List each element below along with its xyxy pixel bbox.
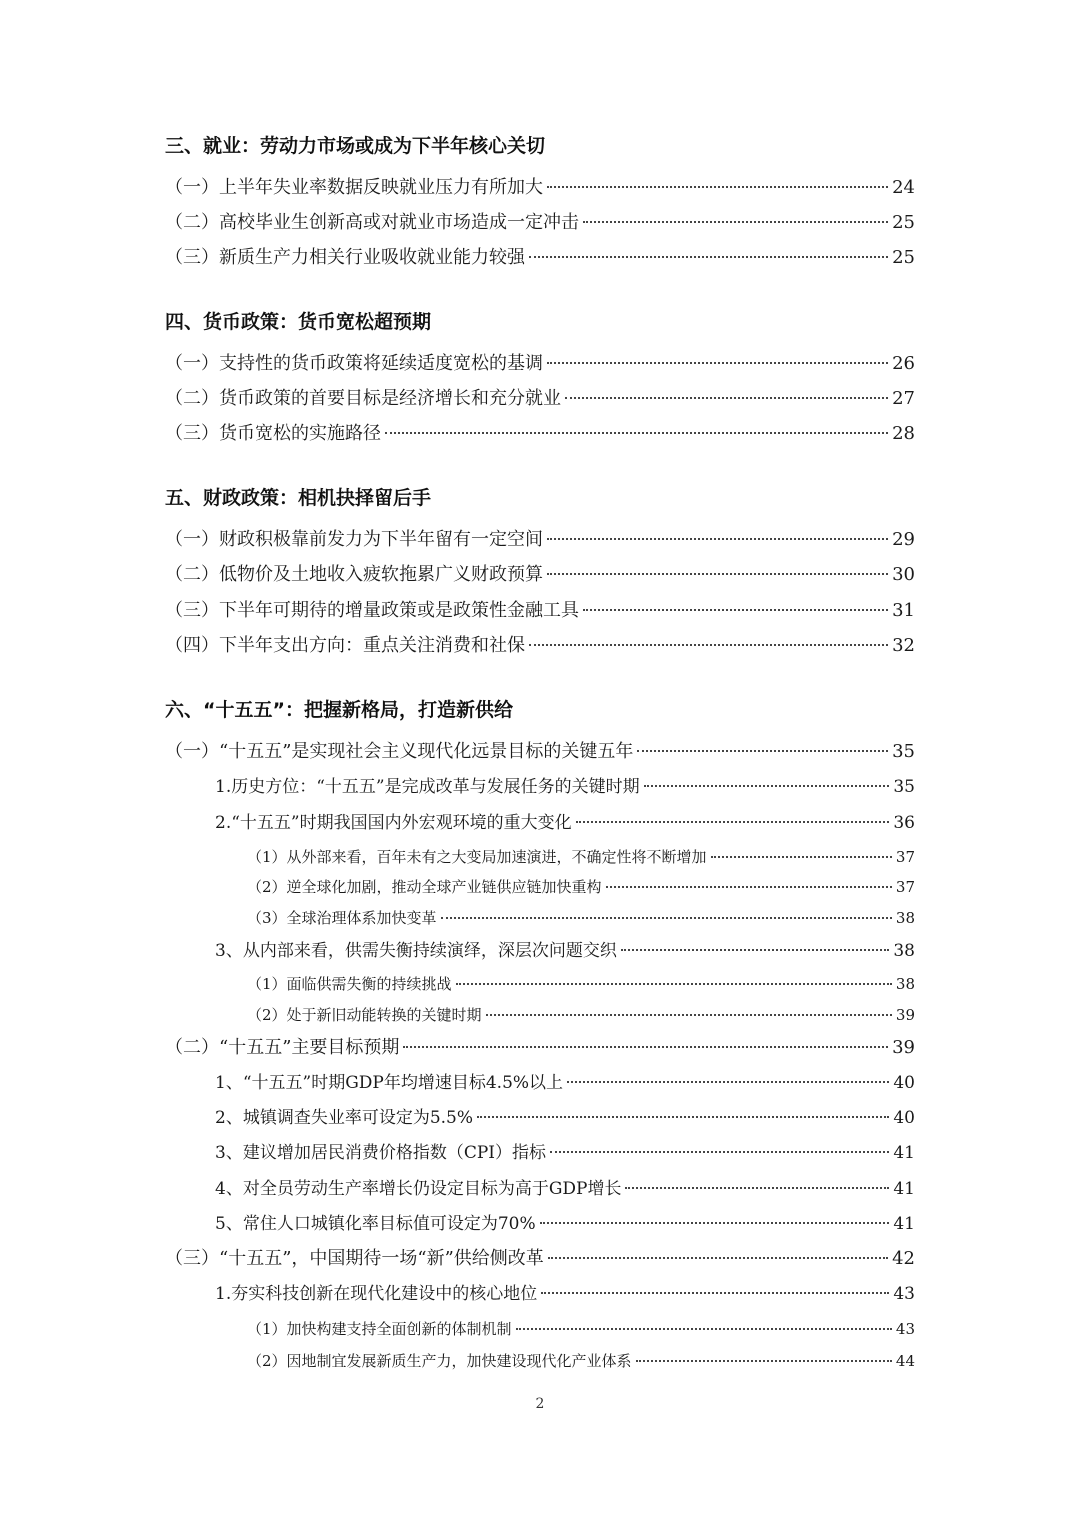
toc-subsubentry[interactable] <box>247 1350 915 1372</box>
dot-leader <box>550 1151 889 1153</box>
section-heading-employment: 三、就业：劳动力市场或成为下半年核心关切 <box>165 135 546 157</box>
toc-entry[interactable] <box>165 562 915 588</box>
toc-entry-page: 44 <box>895 1352 915 1370</box>
toc-entry-page: 37 <box>895 848 915 866</box>
toc-entry-page: 43 <box>895 1320 915 1338</box>
toc-entry-page: 32 <box>892 635 915 656</box>
toc-entry[interactable] <box>165 386 915 412</box>
toc-entry-page: 37 <box>895 878 915 896</box>
toc-subsubentry[interactable] <box>247 973 915 995</box>
dot-leader <box>606 886 892 888</box>
dot-leader <box>644 785 890 787</box>
toc-entry[interactable] <box>165 633 915 659</box>
dot-leader <box>486 1014 892 1016</box>
toc-entry-page: 35 <box>893 777 915 797</box>
toc-entry-label: （一）上半年失业率数据反映就业压力有所加大 <box>165 177 543 198</box>
dot-leader <box>456 983 892 985</box>
dot-leader <box>403 1046 888 1048</box>
dot-leader <box>621 949 890 951</box>
toc-entry-label: 3、建议增加居民消费价格指数（CPI）指标 <box>215 1143 546 1163</box>
toc-entry-page: 39 <box>892 1037 915 1058</box>
toc-entry-label: （三）货币宽松的实施路径 <box>165 423 381 444</box>
toc-entry-page: 40 <box>893 1108 915 1128</box>
toc-entry-label: （2）因地制宜发展新质生产力，加快建设现代化产业体系 <box>247 1352 632 1370</box>
dot-leader <box>529 644 888 646</box>
toc-entry-label: 5、常住人口城镇化率目标值可设定为70% <box>215 1214 536 1234</box>
toc-subentry[interactable] <box>215 1105 915 1131</box>
dot-leader <box>541 1292 889 1294</box>
toc-subentry[interactable] <box>215 810 915 836</box>
dot-leader <box>529 256 888 258</box>
toc-entry-label: （四）下半年支出方向：重点关注消费和社保 <box>165 635 525 656</box>
page-number: 2 <box>535 1396 545 1412</box>
toc-entry-page: 39 <box>895 1006 915 1024</box>
dot-leader <box>711 856 892 858</box>
dot-leader <box>547 186 888 188</box>
toc-entry-label: （一）“十五五”是实现社会主义现代化远景目标的关键五年 <box>165 741 634 762</box>
toc-entry-label: （二）“十五五”主要目标预期 <box>165 1037 400 1058</box>
toc-entry[interactable] <box>165 210 915 236</box>
dot-leader <box>567 1081 889 1083</box>
toc-subsubentry[interactable] <box>247 1004 915 1026</box>
dot-leader <box>547 538 888 540</box>
toc-entry-label: （三）下半年可期待的增量政策或是政策性金融工具 <box>165 600 579 621</box>
toc-entry[interactable] <box>165 1246 915 1272</box>
toc-entry-page: 36 <box>893 813 915 833</box>
toc-entry[interactable] <box>165 245 915 271</box>
toc-entry-page: 41 <box>893 1179 915 1199</box>
toc-entry-page: 38 <box>893 941 915 961</box>
toc-entry-page: 35 <box>892 741 915 762</box>
toc-entry-label: （1）从外部来看，百年未有之大变局加速演进，不确定性将不断增加 <box>247 848 707 866</box>
toc-entry-label: （3）全球治理体系加快变革 <box>247 909 437 927</box>
toc-entry[interactable] <box>165 351 915 377</box>
toc-subentry[interactable] <box>215 1140 915 1166</box>
toc-entry-label: （二）货币政策的首要目标是经济增长和充分就业 <box>165 388 561 409</box>
toc-entry-page: 43 <box>893 1284 915 1304</box>
toc-entry-page: 26 <box>892 353 915 374</box>
toc-entry-label: （2）处于新旧动能转换的关键时期 <box>247 1006 482 1024</box>
toc-entry[interactable] <box>165 527 915 553</box>
toc-entry-label: 1.历史方位：“十五五”是完成改革与发展任务的关键时期 <box>215 777 640 797</box>
dot-leader <box>516 1328 892 1330</box>
toc-entry-label: （二）高校毕业生创新高或对就业市场造成一定冲击 <box>165 212 579 233</box>
dot-leader <box>477 1116 889 1118</box>
dot-leader <box>625 1187 889 1189</box>
dot-leader <box>637 750 888 752</box>
toc-entry-page: 27 <box>892 388 915 409</box>
toc-subsubentry[interactable] <box>247 1318 915 1340</box>
toc-subentry[interactable] <box>215 1070 915 1096</box>
toc-entry-label: 4、对全员劳动生产率增长仍设定目标为高于GDP增长 <box>215 1179 622 1199</box>
toc-entry-page: 38 <box>895 975 915 993</box>
dot-leader <box>583 609 888 611</box>
toc-subsubentry[interactable] <box>247 907 915 929</box>
section-heading-fiscal-policy: 五、财政政策：相机抉择留后手 <box>165 487 432 509</box>
section-heading-15th-five-year-plan: 六、“十五五”：把握新格局，打造新供给 <box>165 699 513 721</box>
dot-leader <box>547 362 888 364</box>
dot-leader <box>548 1257 888 1259</box>
dot-leader <box>547 573 888 575</box>
section-heading-monetary-policy: 四、货币政策：货币宽松超预期 <box>165 311 432 333</box>
toc-entry-label: （一）支持性的货币政策将延续适度宽松的基调 <box>165 353 543 374</box>
toc-entry-label: （三）“十五五”，中国期待一场“新”供给侧改革 <box>165 1248 544 1269</box>
toc-entry-label: 1、“十五五”时期GDP年均增速目标4.5%以上 <box>215 1073 564 1093</box>
toc-entry-label: （二）低物价及土地收入疲软拖累广义财政预算 <box>165 564 543 585</box>
dot-leader <box>540 1222 890 1224</box>
toc-entry[interactable] <box>165 739 915 765</box>
toc-entry-page: 25 <box>892 247 915 268</box>
toc-subentry[interactable] <box>215 1211 915 1237</box>
toc-entry-page: 29 <box>892 529 915 550</box>
toc-entry-label: 2.“十五五”时期我国国内外宏观环境的重大变化 <box>215 813 572 833</box>
toc-entry-page: 30 <box>892 564 915 585</box>
toc-entry-label: （三）新质生产力相关行业吸收就业能力较强 <box>165 247 525 268</box>
dot-leader <box>385 432 888 434</box>
toc-entry[interactable] <box>165 1035 915 1061</box>
toc-subsubentry[interactable] <box>247 876 915 898</box>
toc-entry-label: （1）加快构建支持全面创新的体制机制 <box>247 1320 512 1338</box>
toc-entry-page: 40 <box>893 1073 915 1093</box>
dot-leader <box>583 221 888 223</box>
toc-entry-label: 1.夯实科技创新在现代化建设中的核心地位 <box>215 1284 538 1304</box>
toc-entry[interactable] <box>165 598 915 624</box>
toc-entry-label: 2、城镇调查失业率可设定为5.5% <box>215 1108 474 1128</box>
toc-subentry[interactable] <box>215 938 915 964</box>
toc-subentry[interactable] <box>215 1281 915 1307</box>
toc-entry-page: 41 <box>893 1143 915 1163</box>
toc-entry-page: 38 <box>895 909 915 927</box>
toc-subentry[interactable] <box>215 1176 915 1202</box>
toc-subentry[interactable] <box>215 774 915 800</box>
dot-leader <box>441 917 892 919</box>
toc-entry-page: 31 <box>892 600 915 621</box>
toc-entry-label: 3、从内部来看，供需失衡持续演绎，深层次问题交织 <box>215 941 617 961</box>
dot-leader <box>565 397 888 399</box>
dot-leader <box>636 1360 892 1362</box>
toc-entry[interactable] <box>165 421 915 447</box>
toc-entry-page: 24 <box>892 177 915 198</box>
toc-entry[interactable] <box>165 175 915 201</box>
toc-entry-page: 28 <box>892 423 915 444</box>
toc-entry-page: 42 <box>892 1248 915 1269</box>
toc-entry-label: （一）财政积极靠前发力为下半年留有一定空间 <box>165 529 543 550</box>
toc-entry-label: （1）面临供需失衡的持续挑战 <box>247 975 452 993</box>
dot-leader <box>576 821 890 823</box>
toc-entry-label: （2）逆全球化加剧，推动全球产业链供应链加快重构 <box>247 878 602 896</box>
toc-subsubentry[interactable] <box>247 846 915 868</box>
toc-entry-page: 25 <box>892 212 915 233</box>
toc-entry-page: 41 <box>893 1214 915 1234</box>
